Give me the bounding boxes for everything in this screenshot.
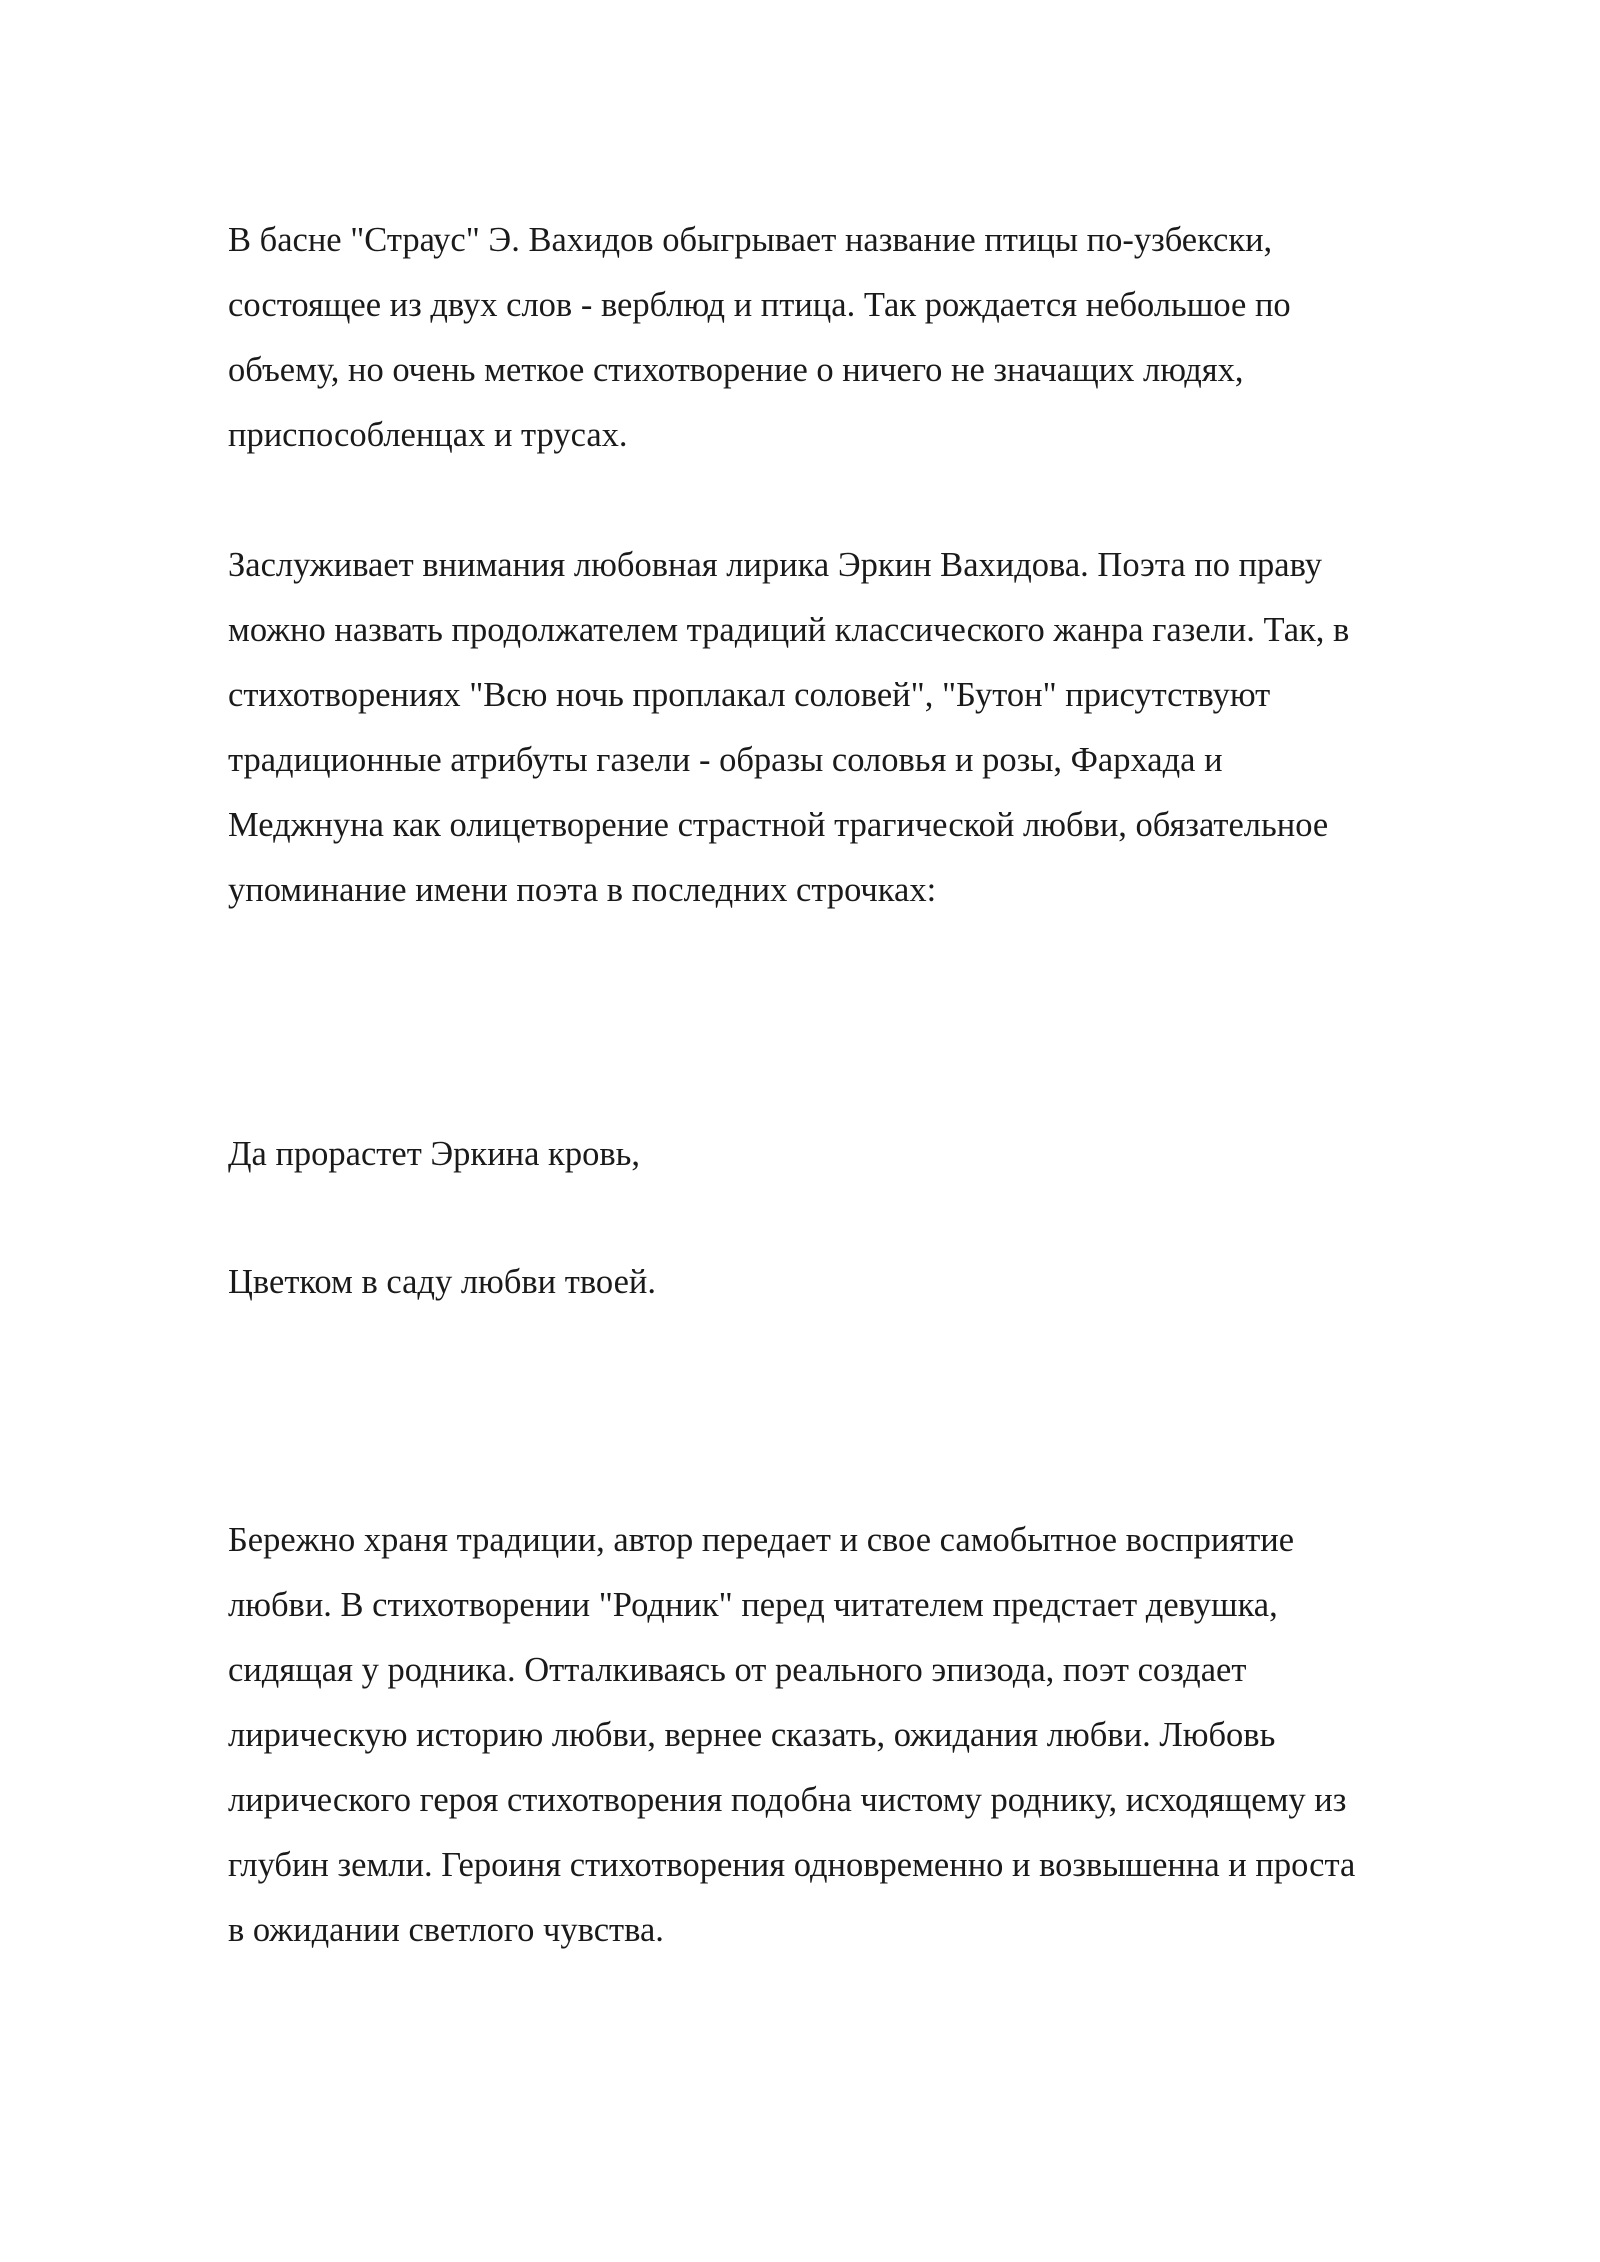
- paragraph-spring-poem: [228, 1508, 1478, 1963]
- verse-line-text: Да прорастет Эркина кровь,: [228, 1135, 640, 1173]
- paragraph-line: объему, но очень меткое стихотворение о ничего не значащих людях,: [228, 351, 1244, 389]
- paragraph-line: любви. В стихотворении "Родник" перед читателем предстает девушка,: [228, 1586, 1278, 1624]
- paragraph-line: В басне "Страус" Э. Вахидов обыгрывает название птицы по-узбекски,: [228, 221, 1273, 259]
- paragraph-line: упоминание имени поэта в последних строчках:: [228, 871, 937, 909]
- paragraph-line: в ожидании светлого чувства.: [228, 1911, 664, 1949]
- paragraph-line: традиционные атрибуты газели - образы соловья и розы, Фархада и: [228, 741, 1223, 779]
- paragraph-line: состоящее из двух слов - верблюд и птица. Так рождается небольшое по: [228, 286, 1291, 324]
- verse-line: [228, 1122, 1478, 1187]
- paragraph-line: Меджнуна как олицетворение страстной трагической любви, обязательное: [228, 806, 1329, 844]
- paragraph-line: приспособленцах и трусах.: [228, 416, 628, 454]
- paragraph-line: лирическую историю любви, вернее сказать, ожидания любви. Любовь: [228, 1716, 1276, 1754]
- verse-line-text: Цветком в саду любви твоей.: [228, 1263, 656, 1301]
- paragraph-love-lyrics: [228, 533, 1478, 923]
- paragraph-line: можно назвать продолжателем традиций классического жанра газели. Так, в: [228, 611, 1350, 649]
- paragraph-line: стихотворениях "Всю ночь проплакал соловей", "Бутон" присутствуют: [228, 676, 1271, 714]
- paragraph-line: лирического героя стихотворения подобна чистому роднику, исходящему из: [228, 1781, 1347, 1819]
- paragraph-line: Заслуживает внимания любовная лирика Эркин Вахидова. Поэта по праву: [228, 546, 1322, 584]
- paragraph-line: глубин земли. Героиня стихотворения одновременно и возвышенна и проста: [228, 1846, 1356, 1884]
- paragraph-ostrich-fable: [228, 208, 1478, 468]
- paragraph-line: сидящая у родника. Отталкиваясь от реального эпизода, поэт создает: [228, 1651, 1247, 1689]
- verse-line: [228, 1250, 1478, 1315]
- paragraph-line: Бережно храня традиции, автор передает и свое самобытное восприятие: [228, 1521, 1295, 1559]
